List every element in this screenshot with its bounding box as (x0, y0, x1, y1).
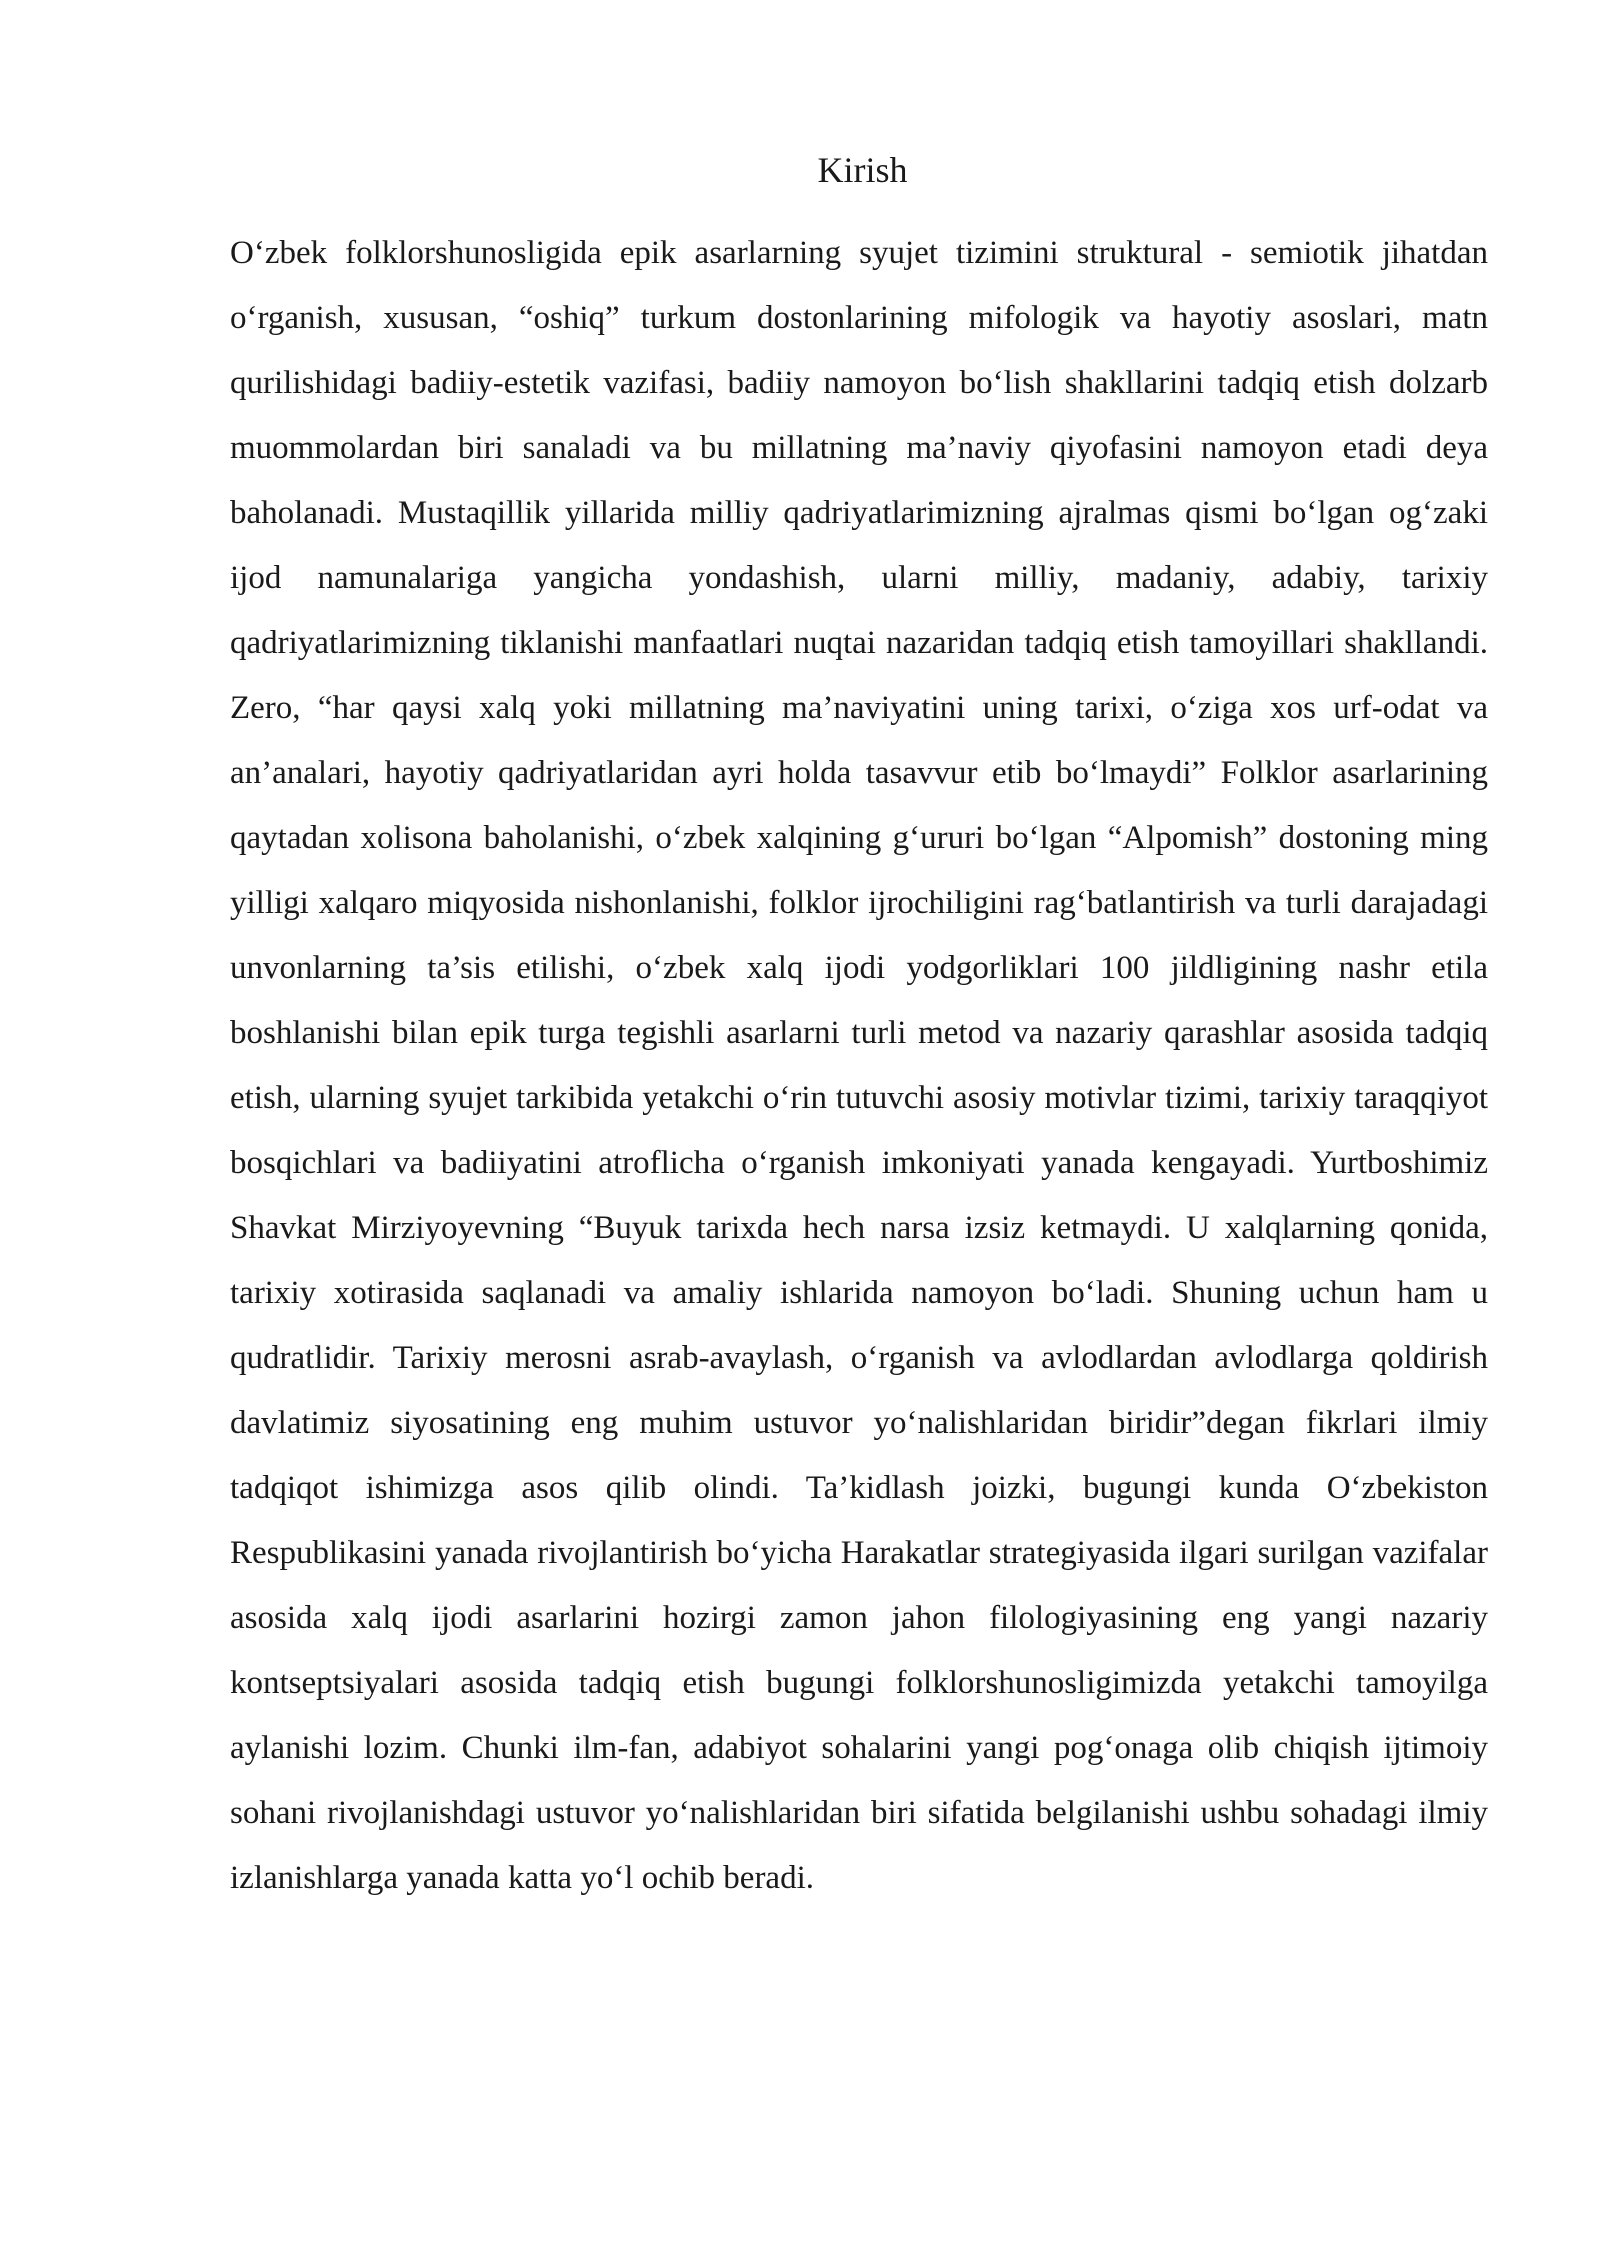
document-heading: Kirish (817, 150, 908, 190)
body-paragraph: O‘zbek folklorshunosligida epik asarlarning syujet tizimini struktural - semiotik jihatdan o‘rganish, xususan, “oshiq” turkum dostonlarining mifologik va hayotiy asoslari, matn qurilishidagi badiiy-estetik vazifasi, badiiy namoyon bo‘lish shakllarini tadqiq etish dolzarb muommolardan biri sanaladi va bu millatning ma’naviy qiyofasini namoyon etadi deya baholanadi. Mustaqillik yillarida milliy qadriyatlarimizning ajralmas qismi bo‘lgan og‘zaki ijod namunalariga yangicha yondashish, ularni milliy, madaniy, adabiy, tarixiy qadriyatlarimizning tiklanishi manfaatlari nuqtai nazaridan tadqiq etish tamoyillari shakllandi. Zero, “har qaysi xalq yoki millatning ma’naviyatini uning tarixi, o‘ziga xos urf-odat va an’analari, hayotiy qadriyatlaridan ayri holda tasavvur etib bo‘lmaydi” Folklor asarlarining qaytadan xolisona baholanishi, o‘zbek xalqining g‘ururi bo‘lgan “Alpomish” dostoning ming yilligi xalqaro miqyosida nishonlanishi, folklor ijrochiligini rag‘batlantirish va turli darajadagi unvonlarning ta’sis etilishi, o‘zbek xalq ijodi yodgorliklari 100 jildligining nashr etila boshlanishi bilan epik turga tegishli asarlarni turli metod va nazariy qarashlar asosida tadqiq etish, ularning syujet tarkibida yetakchi o‘rin tutuvchi asosiy motivlar tizimi, tarixiy taraqqiyot bosqichlari va badiiyatini atroflicha o‘rganish imkoniyati yanada kengayadi. Yurtboshimiz Shavkat Mirziyoyevning “Buyuk tarixda hech narsa izsiz ketmaydi. U xalqlarning qonida, tarixiy xotirasida saqlanadi va amaliy ishlarida namoyon bo‘ladi. Shuning uchun ham u qudratlidir. Tarixiy merosni asrab-avaylash, o‘rganish va avlodlardan avlodlarga qoldirish davlatimiz siyosatining eng muhim ustuvor yo‘nalishlaridan biridir”degan fikrlari ilmiy tadqiqot ishimizga asos qilib olindi. Ta’kidlash joizki, bugungi kunda O‘zbekiston Respublikasini yanada rivojlantirish bo‘yicha Harakatlar strategiyasida ilgari surilgan vazifalar asosida xalq ijodi asarlarini hozirgi zamon jahon filologiyasining eng yangi nazariy kontseptsiyalari asosida tadqiq etish bugungi folklorshunosligimizda yetakchi tamoyilga aylanishi lozim. Chunki ilm-fan, adabiyot sohalarini yangi pog‘onaga olib chiqish ijtimoiy sohani rivojlanishdagi ustuvor yo‘nalishlaridan biri sifatida belgilanishi ushbu sohadagi ilmiy izlanishlarga yanada katta yo‘l ochib beradi. (230, 235, 1488, 1896)
